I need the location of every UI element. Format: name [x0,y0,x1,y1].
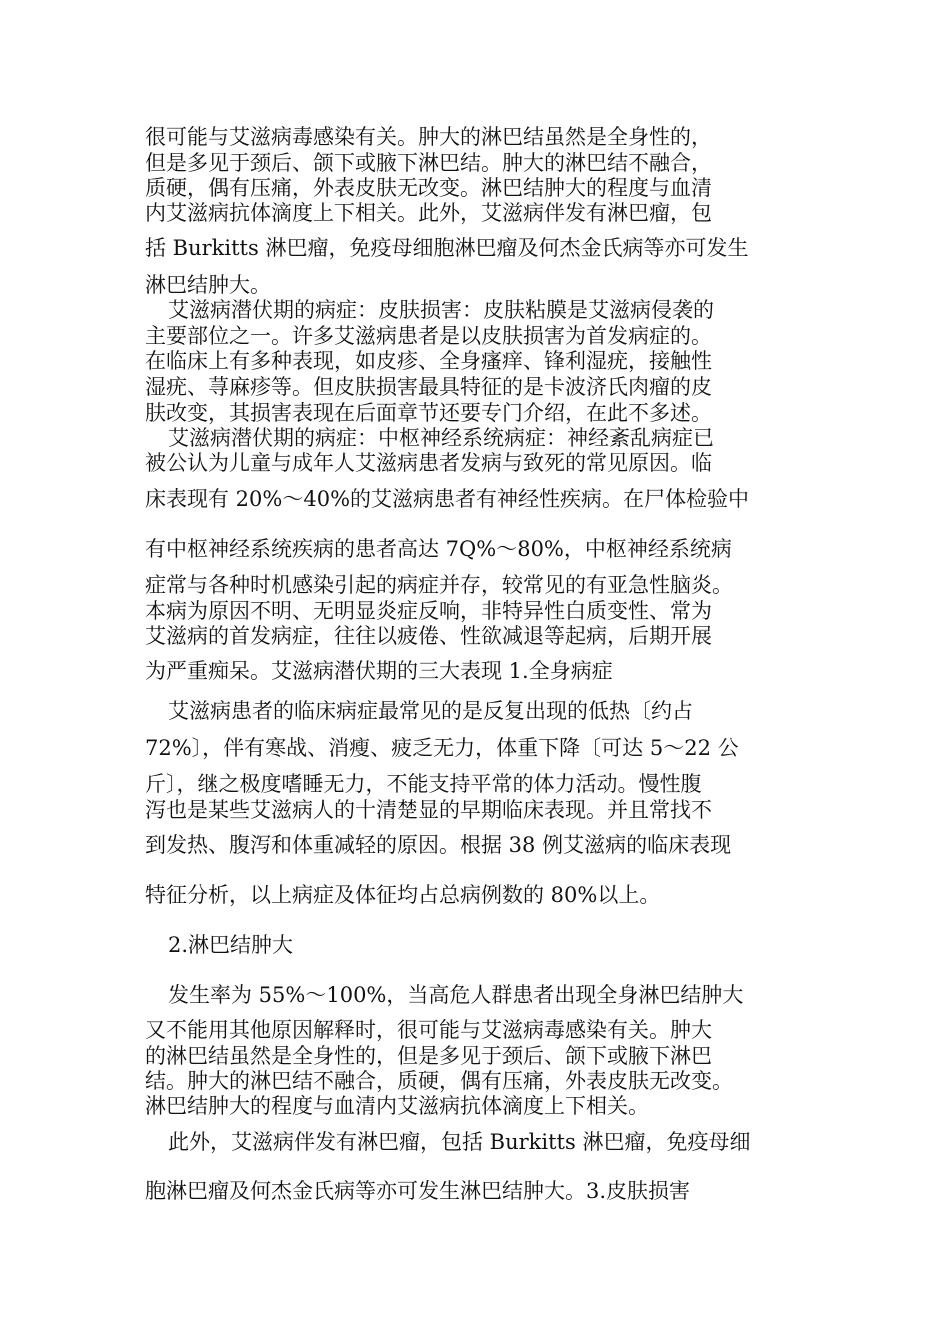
text-line: 质硬，偶有压痛，外表皮肤无改变。淋巴结肿大的程度与血清 [145,176,712,200]
text-line: 艾滋病潜伏期的病症：皮肤损害：皮肤粘膜是艾滋病侵袭的 [168,298,714,322]
text-line: 括 Burkitts 淋巴瘤，免疫母细胞淋巴瘤及何杰金氏病等亦可发生 [145,236,749,260]
text-line: 特征分析，以上病症及体征均占总病例数的 80%以上。 [145,883,661,907]
text-line: 艾滋病患者的临床病症最常见的是反复出现的低热〔约占 [168,699,693,723]
text-line: 的淋巴结虽然是全身性的，但是多见于颈后、颌下或腋下淋巴 [145,1044,712,1068]
text-line: 内艾滋病抗体滴度上下相关。此外，艾滋病伴发有淋巴瘤，包 [145,201,712,225]
text-line: 湿疣、荨麻疹等。但皮肤损害最具特征的是卡波济氏肉瘤的皮 [145,375,712,399]
text-line: 此外，艾滋病伴发有淋巴瘤，包括 Burkitts 淋巴瘤，免疫母细 [168,1130,751,1154]
text-line: 艾滋病的首发病症，往往以疲倦、性欲减退等起病，后期开展 [145,624,712,648]
text-line: 肤改变，其损害表现在后面章节还要专门介绍，在此不多述。 [145,401,712,425]
text-line: 症常与各种时机感染引起的病症并存，较常见的有亚急性脑炎。 [145,573,733,597]
text-line: 胞淋巴瘤及何杰金氏病等亦可发生淋巴结肿大。3.皮肤损害 [145,1179,691,1203]
text-line: 很可能与艾滋病毒感染有关。肿大的淋巴结虽然是全身性的， [145,125,712,149]
text-line: 为严重痴呆。艾滋病潜伏期的三大表现 1.全身病症 [145,659,613,683]
text-line: 斤〕，继之极度嗜睡无力，不能支持平常的体力活动。慢性腹 [145,772,702,796]
text-line: 结。肿大的淋巴结不融合，质硬，偶有压痛，外表皮肤无改变。 [145,1069,733,1093]
text-line: 又不能用其他原因解释时，很可能与艾滋病毒感染有关。肿大 [145,1018,712,1042]
text-line: 主要部位之一。许多艾滋病患者是以皮肤损害为首发病症的。 [145,324,712,348]
text-line: 到发热、腹泻和体重减轻的原因。根据 38 例艾滋病的临床表现 [145,833,732,857]
text-line: 有中枢神经系统疾病的患者高达 7Q%～80%，中枢神经系统病 [145,537,732,561]
text-line: 在临床上有多种表现，如皮疹、全身瘙痒、锋利湿疣，接触性 [145,349,712,373]
text-line: 淋巴结肿大。 [145,273,271,297]
text-line: 本病为原因不明、无明显炎症反响，非特异性白质变性、常为 [145,599,712,623]
text-line: 床表现有 20%～40%的艾滋病患者有神经性疾病。在尸体检验中 [145,487,750,511]
text-line: 但是多见于颈后、颌下或腋下淋巴结。肿大的淋巴结不融合， [145,151,712,175]
text-line: 淋巴结肿大的程度与血清内艾滋病抗体滴度上下相关。 [145,1094,649,1118]
text-line: 2.淋巴结肿大 [168,933,294,957]
text-line: 艾滋病潜伏期的病症：中枢神经系统病症：神经紊乱病症已 [168,426,714,450]
text-line: 泻也是某些艾滋病人的十清楚显的早期临床表现。并且常找不 [145,798,712,822]
text-line: 被公认为儿童与成年人艾滋病患者发病与致死的常见原因。临 [145,451,712,475]
text-line: 72%〕，伴有寒战、消瘦、疲乏无力，体重下降〔可达 5～22 公 [145,736,739,760]
text-line: 发生率为 55%～100%，当高危人群患者出现全身淋巴结肿大 [168,983,744,1007]
